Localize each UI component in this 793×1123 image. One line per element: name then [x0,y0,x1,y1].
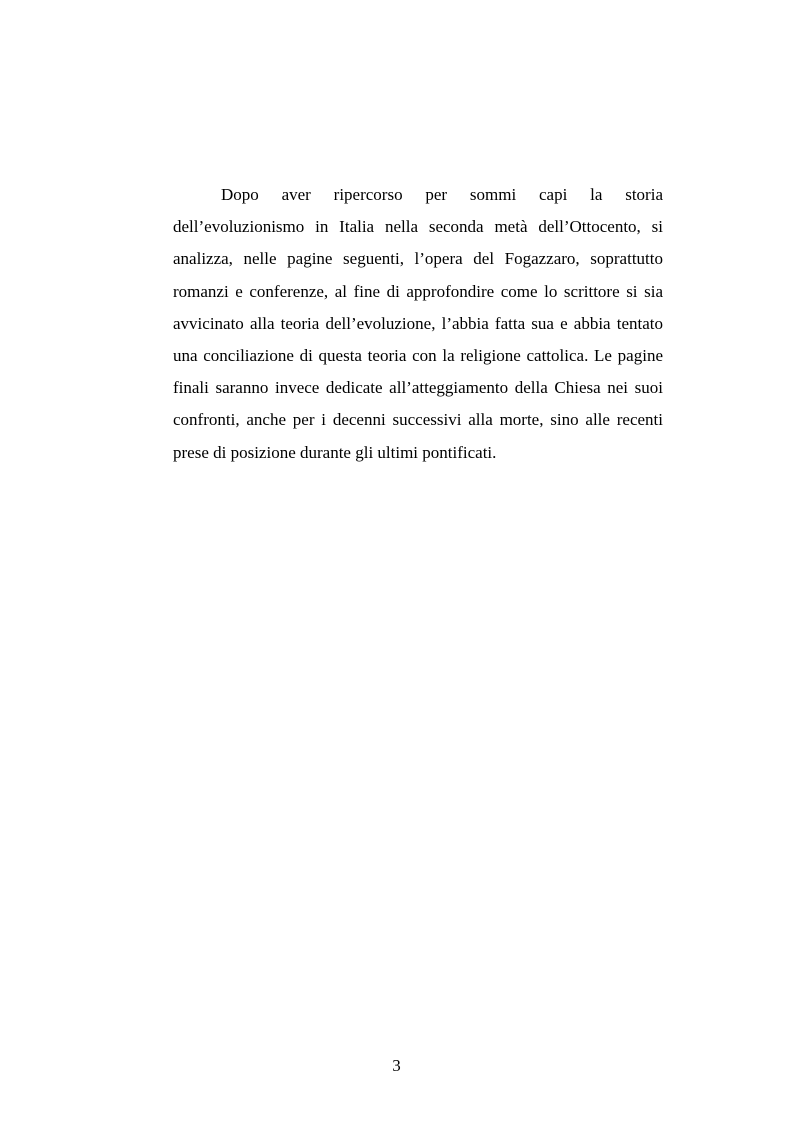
paragraph: Dopo aver ripercorso per sommi capi la storia dell’evoluzionismo in Italia nella seconda metà dell’Ottocento, si analizza, nelle pagine seguenti, l’opera del Fogazzaro, soprattutto romanzi e conferenze, al fine di approfondire come lo scrittore si sia avvicinato alla teoria dell’evoluzione, l’abbia fatta sua e abbia tentato una conciliazione di questa teoria con la religione cattolica. Le pagine finali saranno invece dedicate all’atteggiamento della Chiesa nei suoi confronti, anche per i decenni successivi alla morte, sino alle recenti prese di posizione durante gli ultimi pontificati. [173,185,663,462]
page-number: 3 [392,1056,401,1075]
body-text [173,179,663,469]
